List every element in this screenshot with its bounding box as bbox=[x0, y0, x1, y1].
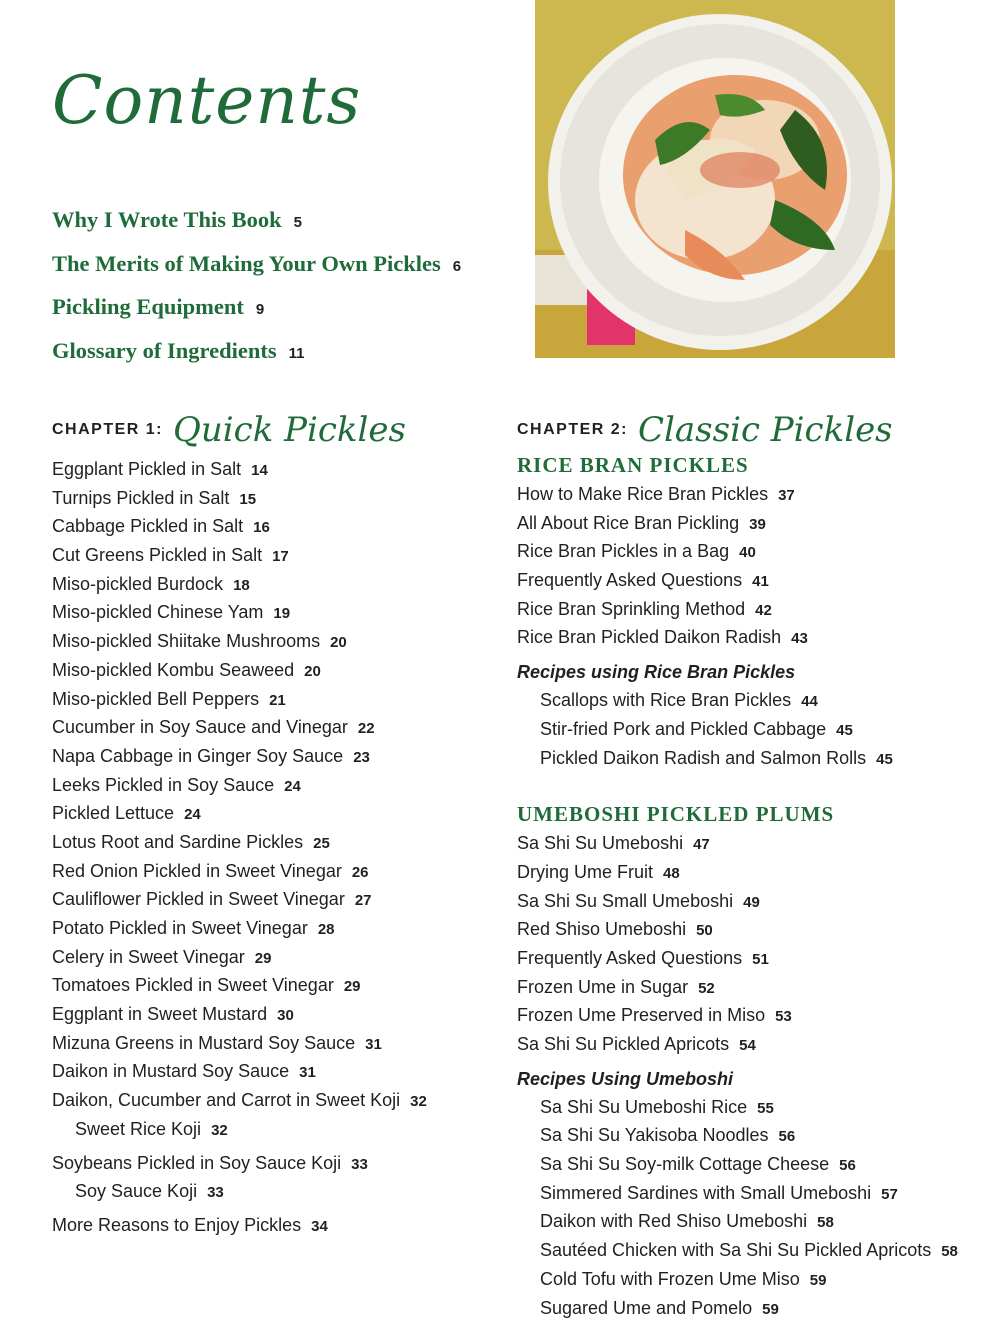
entry-label: Frozen Ume in Sugar bbox=[517, 976, 689, 997]
toc-entry[interactable] bbox=[52, 943, 427, 972]
entry-label: Eggplant Pickled in Salt bbox=[52, 459, 242, 479]
entry-label: Red Shiso Umeboshi bbox=[517, 919, 687, 940]
entry-label: All About Rice Bran Pickling bbox=[517, 512, 740, 533]
toc-entry[interactable] bbox=[517, 887, 958, 916]
toc-entry[interactable] bbox=[517, 944, 958, 973]
toc-subentry[interactable] bbox=[517, 715, 958, 744]
toc-entry[interactable] bbox=[52, 1057, 427, 1086]
section-heading: RICE BRAN PICKLES bbox=[517, 453, 749, 477]
page-number: 32 bbox=[211, 1121, 228, 1139]
front-matter-item[interactable] bbox=[52, 249, 461, 293]
entry-label: Glossary of Ingredients bbox=[52, 337, 277, 363]
page-number: 54 bbox=[739, 1037, 756, 1054]
entry-label: Sweet Rice Koji bbox=[75, 1118, 202, 1139]
toc-entry[interactable] bbox=[52, 713, 427, 742]
page-number: 5 bbox=[293, 214, 303, 231]
entry-label: Pickling Equipment bbox=[52, 294, 244, 319]
entry-label: Cut Greens Pickled in Salt bbox=[52, 545, 263, 566]
page-number: 48 bbox=[663, 864, 680, 882]
entry-label: How to Make Rice Bran Pickles bbox=[517, 484, 769, 504]
entry-label: The Merits of Making Your Own Pickles bbox=[52, 250, 441, 276]
page-number: 14 bbox=[251, 462, 268, 479]
entry-label: Eggplant in Sweet Mustard bbox=[52, 1004, 268, 1025]
page-number: 58 bbox=[941, 1243, 958, 1261]
page-number: 16 bbox=[253, 519, 270, 537]
entry-label: Miso-pickled Kombu Seaweed bbox=[52, 659, 295, 680]
toc-entry[interactable] bbox=[517, 480, 958, 509]
entry-label: Sa Shi Su Umeboshi bbox=[517, 833, 684, 854]
entry-label: Sugared Ume and Pomelo bbox=[540, 1297, 753, 1318]
toc-entry[interactable] bbox=[517, 566, 958, 595]
entry-label: Napa Cabbage in Ginger Soy Sauce bbox=[52, 745, 344, 766]
entry-label: Daikon, Cucumber and Carrot in Sweet Koji bbox=[52, 1090, 401, 1111]
page-number: 45 bbox=[836, 721, 853, 739]
page-number: 18 bbox=[233, 576, 250, 594]
page-number: 59 bbox=[762, 1300, 779, 1318]
page-number: 49 bbox=[743, 893, 760, 911]
entry-label: Miso-pickled Chinese Yam bbox=[52, 602, 264, 623]
entry-label: Daikon with Red Shiso Umeboshi bbox=[540, 1211, 808, 1232]
toc-subentry[interactable] bbox=[517, 744, 958, 773]
entry-label: Red Onion Pickled in Sweet Vinegar bbox=[52, 860, 342, 881]
entry-label: Sa Shi Su Pickled Apricots bbox=[517, 1034, 730, 1054]
page-number: 31 bbox=[365, 1035, 382, 1053]
toc-entry[interactable] bbox=[52, 512, 427, 541]
toc-entry[interactable] bbox=[52, 857, 427, 886]
page-number: 6 bbox=[452, 257, 462, 275]
toc-entry[interactable] bbox=[52, 570, 427, 599]
recipes-subheading: Recipes Using Umeboshi bbox=[517, 1068, 734, 1089]
page-number: 17 bbox=[272, 548, 289, 566]
toc-entry[interactable] bbox=[52, 455, 427, 484]
toc-entry[interactable] bbox=[52, 914, 427, 943]
entry-label: Soybeans Pickled in Soy Sauce Koji bbox=[52, 1152, 342, 1173]
toc-subentry[interactable] bbox=[517, 1121, 958, 1150]
chapter-label: CHAPTER 1: bbox=[52, 421, 164, 438]
toc-subentry[interactable] bbox=[517, 1207, 958, 1236]
toc-entry[interactable] bbox=[52, 541, 427, 570]
entry-label: Sautéed Chicken with Sa Shi Su Pickled Apricots bbox=[540, 1240, 932, 1261]
page-number: 56 bbox=[839, 1157, 856, 1175]
toc-entry[interactable] bbox=[52, 1086, 427, 1115]
entry-label: Mizuna Greens in Mustard Soy Sauce bbox=[52, 1032, 356, 1053]
entry-label: Rice Bran Pickled Daikon Radish bbox=[517, 627, 782, 648]
page-number: 57 bbox=[881, 1185, 898, 1203]
toc-entry[interactable] bbox=[52, 1149, 427, 1178]
entry-label: Cucumber in Soy Sauce and Vinegar bbox=[52, 717, 348, 738]
page-number: 44 bbox=[801, 693, 818, 711]
toc-entry[interactable] bbox=[517, 915, 958, 944]
toc-entry[interactable] bbox=[52, 1029, 427, 1058]
entry-label: Sa Shi Su Umeboshi Rice bbox=[540, 1096, 748, 1117]
toc-entry[interactable] bbox=[52, 598, 427, 627]
toc-entry[interactable] bbox=[517, 1030, 958, 1059]
entry-label: Drying Ume Fruit bbox=[517, 861, 654, 882]
entry-label: Leeks Pickled in Soy Sauce bbox=[52, 774, 275, 795]
toc-entry[interactable] bbox=[52, 799, 427, 828]
page-number: 50 bbox=[696, 922, 713, 940]
page-number: 51 bbox=[752, 950, 769, 968]
entry-label: Stir-fried Pork and Pickled Cabbage bbox=[540, 718, 827, 739]
entry-label: Rice Bran Sprinkling Method bbox=[517, 598, 746, 619]
toc-entry[interactable] bbox=[52, 1211, 427, 1240]
toc-subentry[interactable] bbox=[517, 1294, 958, 1323]
page-number: 23 bbox=[353, 748, 370, 766]
toc-entry[interactable] bbox=[52, 1000, 427, 1029]
page-number: 22 bbox=[357, 720, 375, 738]
page-number: 26 bbox=[351, 863, 369, 881]
toc-entry[interactable] bbox=[517, 623, 958, 652]
entry-label: Simmered Sardines with Small Umeboshi bbox=[540, 1182, 872, 1203]
entry-label: Cold Tofu with Frozen Ume Miso bbox=[540, 1268, 800, 1289]
page-number: 20 bbox=[304, 662, 321, 680]
front-matter-list bbox=[52, 205, 461, 379]
page-number: 15 bbox=[239, 490, 257, 508]
chapter-label: CHAPTER 2: bbox=[517, 421, 629, 438]
toc-entry[interactable] bbox=[52, 656, 427, 685]
page-number: 39 bbox=[749, 515, 766, 533]
toc-entry[interactable] bbox=[52, 828, 427, 857]
entry-label: Miso-pickled Burdock bbox=[52, 573, 224, 594]
page-number: 40 bbox=[739, 544, 756, 562]
page-number: 45 bbox=[876, 750, 893, 768]
page-number: 58 bbox=[817, 1214, 834, 1232]
entry-label: Frequently Asked Questions bbox=[517, 570, 743, 591]
page-number: 56 bbox=[778, 1128, 796, 1146]
toc-entry[interactable] bbox=[52, 742, 427, 771]
toc-entry[interactable] bbox=[52, 627, 427, 656]
toc-entry[interactable] bbox=[517, 595, 958, 624]
page-number: 52 bbox=[698, 979, 715, 997]
toc-entry[interactable] bbox=[52, 885, 427, 914]
entry-label: Sa Shi Su Small Umeboshi bbox=[517, 890, 734, 911]
chapter-1-entries bbox=[52, 455, 427, 1240]
page-number: 41 bbox=[752, 573, 769, 591]
entry-label: Miso-pickled Shiitake Mushrooms bbox=[52, 631, 321, 652]
page-number: 33 bbox=[351, 1155, 368, 1173]
front-matter-item[interactable] bbox=[52, 336, 461, 380]
entry-label: Pickled Lettuce bbox=[52, 803, 175, 824]
page-number: 43 bbox=[791, 630, 808, 648]
toc-subentry[interactable] bbox=[52, 1177, 427, 1206]
entry-label: Potato Pickled in Sweet Vinegar bbox=[52, 918, 308, 938]
toc-subentry[interactable] bbox=[517, 1093, 958, 1122]
entry-label: Tomatoes Pickled in Sweet Vinegar bbox=[52, 975, 334, 996]
page-number: 29 bbox=[343, 978, 361, 996]
front-matter-item[interactable] bbox=[52, 292, 461, 336]
chapter-2-column bbox=[517, 410, 958, 1322]
entry-label: Rice Bran Pickles in a Bag bbox=[517, 541, 730, 562]
entry-label: Frozen Ume Preserved in Miso bbox=[517, 1005, 766, 1026]
page-number: 47 bbox=[693, 836, 710, 854]
page-number: 24 bbox=[184, 806, 201, 824]
section-heading: UMEBOSHI PICKLED PLUMS bbox=[517, 802, 835, 827]
page-number: 33 bbox=[207, 1184, 224, 1202]
page-number: 19 bbox=[273, 605, 291, 623]
chapter-1-column bbox=[52, 410, 427, 1240]
page-number: 21 bbox=[269, 691, 286, 709]
entry-label: Cabbage Pickled in Salt bbox=[52, 516, 244, 537]
page-number: 29 bbox=[254, 949, 272, 967]
toc-entry[interactable] bbox=[517, 509, 958, 538]
page-number: 28 bbox=[317, 921, 335, 938]
page-number: 34 bbox=[311, 1217, 328, 1235]
entry-label: Celery in Sweet Vinegar bbox=[52, 946, 245, 967]
page-number: 37 bbox=[778, 487, 795, 504]
page-number: 31 bbox=[299, 1064, 316, 1082]
entry-label: Frequently Asked Questions bbox=[517, 947, 743, 968]
toc-subentry[interactable] bbox=[517, 1236, 958, 1265]
page-number: 30 bbox=[277, 1007, 294, 1025]
page-number: 27 bbox=[354, 892, 372, 910]
entry-label: Soy Sauce Koji bbox=[75, 1181, 198, 1202]
page-number: 55 bbox=[757, 1099, 774, 1117]
page-number: 20 bbox=[330, 634, 347, 652]
toc-subentry[interactable] bbox=[517, 1150, 958, 1179]
page-number: 25 bbox=[313, 834, 330, 852]
entry-label: Miso-pickled Bell Peppers bbox=[52, 688, 260, 709]
page-number: 42 bbox=[755, 601, 772, 619]
toc-subentry[interactable] bbox=[517, 1265, 958, 1294]
page-number: 53 bbox=[775, 1008, 792, 1026]
toc-entry[interactable] bbox=[517, 1001, 958, 1030]
kimchi-bowl-photo bbox=[535, 0, 895, 358]
recipes-subheading: Recipes using Rice Bran Pickles bbox=[517, 662, 796, 683]
toc-entry[interactable] bbox=[517, 829, 958, 858]
toc-entry[interactable] bbox=[517, 973, 958, 1002]
toc-entry[interactable] bbox=[517, 858, 958, 887]
entry-label: Why I Wrote This Book bbox=[52, 207, 282, 232]
entry-label: Sa Shi Su Soy-milk Cottage Cheese bbox=[540, 1154, 830, 1175]
chapter-title: Classic Pickles bbox=[638, 410, 893, 450]
toc-entry[interactable] bbox=[52, 771, 427, 800]
chapter-title: Quick Pickles bbox=[173, 410, 406, 450]
toc-entry[interactable] bbox=[52, 685, 427, 714]
page-title: Contents bbox=[52, 62, 362, 139]
toc-subentry[interactable] bbox=[517, 1179, 958, 1208]
entry-label: Lotus Root and Sardine Pickles bbox=[52, 831, 304, 852]
chapter-heading bbox=[517, 410, 958, 450]
chapter-heading bbox=[52, 410, 427, 450]
entry-label: Daikon in Mustard Soy Sauce bbox=[52, 1061, 290, 1082]
page-number: 9 bbox=[255, 301, 265, 318]
page-number: 59 bbox=[809, 1271, 827, 1289]
entry-label: More Reasons to Enjoy Pickles bbox=[52, 1214, 302, 1235]
entry-label: Cauliflower Pickled in Sweet Vinegar bbox=[52, 889, 345, 910]
entry-label: Scallops with Rice Bran Pickles bbox=[540, 690, 792, 711]
toc-entry[interactable] bbox=[517, 537, 958, 566]
entry-label: Pickled Daikon Radish and Salmon Rolls bbox=[540, 747, 867, 768]
page-number: 24 bbox=[284, 777, 301, 795]
page-number: 11 bbox=[288, 344, 305, 362]
toc-entry[interactable] bbox=[52, 484, 427, 513]
toc-subentry[interactable] bbox=[52, 1115, 427, 1144]
toc-entry[interactable] bbox=[52, 971, 427, 1000]
toc-subentry[interactable] bbox=[517, 686, 958, 715]
front-matter-item[interactable] bbox=[52, 205, 461, 249]
entry-label: Sa Shi Su Yakisoba Noodles bbox=[540, 1125, 769, 1146]
page-number: 32 bbox=[410, 1093, 427, 1111]
entry-label: Turnips Pickled in Salt bbox=[52, 487, 230, 508]
